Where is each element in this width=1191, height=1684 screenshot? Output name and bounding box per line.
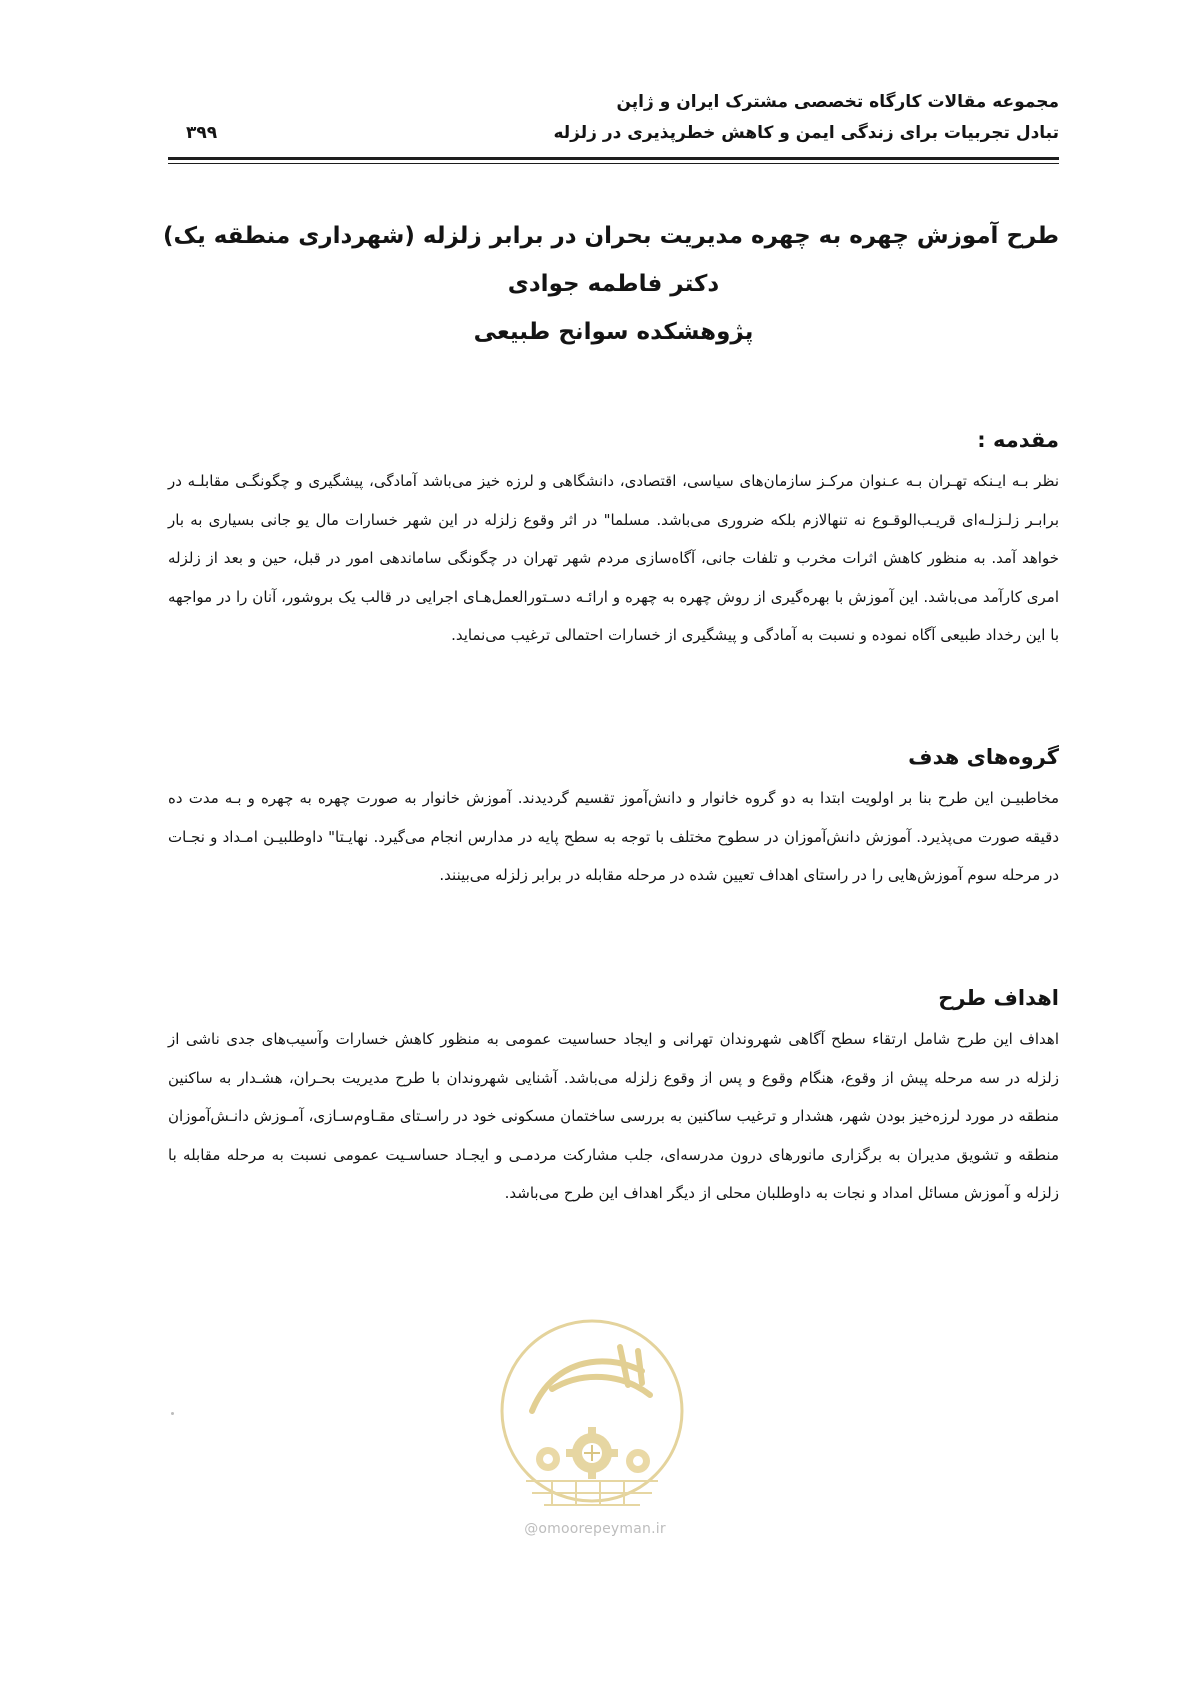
watermark-logo xyxy=(492,1311,692,1523)
title-block xyxy=(163,212,1059,356)
section-heading-introduction: مقدمه : xyxy=(977,428,1059,452)
proceedings-title: مجموعه مقالات کارگاه تخصصی مشترک ایران و ژاپن xyxy=(616,92,1059,112)
header-rule xyxy=(168,157,1059,160)
running-header xyxy=(168,86,1059,160)
author-affiliation: پژوهشکده سوانح طبیعی xyxy=(473,319,754,345)
paragraph-target-groups: مخاطبیـن این طرح بنا بر اولویت ابتدا به دو گروه خانوار و دانش‌آموز تقسیم گردیدند. آموزش خانوار به صورت چهره به چهره و بـه مدت ده دقیقه صورت می‌پذیرد. آموزش دانش‌آموزان در سطوح مختلف با توجه به سطح پایه در مدارس انجام می‌گیرد. نهایـتا" داوطلبیـن امـداد و نجـات در مرحله سوم آموزش‌هایی را در راستای اهداف تعیین شده در مرحله مقابله در برابر زلزله می‌بینند. xyxy=(168,789,1059,885)
scan-dot xyxy=(171,1412,174,1415)
paragraph-objectives: اهداف این طرح شامل ارتقاء سطح آگاهی شهروندان تهرانی و ایجاد حساسیت عمومی به منظور کاهش خسارات وآسیب‌های جدی ناشی از زلزله در سه مرحله پیش از وقوع، هنگام وقوع و پس از وقوع زلزله می‌باشد. آشنایی شهروندان با طرح مدیریت بحـران، هشـدار به ساکنین منطقه در مورد لرزه‌خیز بودن شهر، هشدار و ترغیب ساکنین به بررسی ساختمان مسکونی خود در راسـتای مقـاوم‌سـازی، آمـوزش دانـش‌آموزان منطقه و تشویق مدیران به برگزاری مانورهای درون مدرسه‌ای، جلب مشارکت مردمـی و ایجـاد حساسـیت عمومی نسبت به مرحله مقابله با زلزله و آموزش مسائل امداد و نجات به داوطلبان محلی از دیگر اهداف این طرح می‌باشد. xyxy=(168,1030,1059,1203)
section-heading-target-groups: گروه‌های هدف xyxy=(908,745,1059,769)
paper-title: طرح آموزش چهره به چهره مدیریت بحران در برابر زلزله (شهرداری منطقه یک) xyxy=(163,223,1059,249)
paragraph-introduction: نظر بـه ایـنکه تهـران بـه عـنوان مرکـز سازمان‌های سیاسی، اقتصادی، دانشگاهی و لرزه خیز می‌باشد آمادگی، پیشگیری و چگونگـی مقابلـه در برابـر زلـزلـه‌ای قریـب‌الوقـوع نه تنهالازم بلکه ضروری می‌باشد. مسلما" در اثر وقوع زلزله در این شهر خسارات مال یو جانی بسیاری به بار خواهد آمد. به منظور کاهش اثرات مخرب و تلفات جانی، آگاه‌سازی مردم شهر تهران در چگونگی ساماندهی امور در قبل، حین و بعد از زلزله امری کارآمد می‌باشد. این آموزش با بهره‌گیری از روش چهره به چهره و ارائـه دسـتورالعمل‌هـای اجرایی در قالب یک بروشور، آنان را در مواجهه با این رخداد طبیعی آگاه نموده و نسبت به آمادگی و پیشگیری از خسارات احتمالی ترغیب می‌نماید. xyxy=(168,472,1059,645)
proceedings-subtitle: تبادل تجربیات برای زندگی ایمن و کاهش خطرپذیری در زلزله xyxy=(553,123,1059,143)
page-number: ۳۹۹ xyxy=(186,123,218,143)
author-name: دکتر فاطمه جوادی xyxy=(507,271,720,297)
watermark-url: @omoorepeyman.ir xyxy=(524,1521,666,1537)
section-heading-objectives: اهداف طرح xyxy=(938,986,1059,1010)
header-rule-thin xyxy=(168,163,1059,164)
